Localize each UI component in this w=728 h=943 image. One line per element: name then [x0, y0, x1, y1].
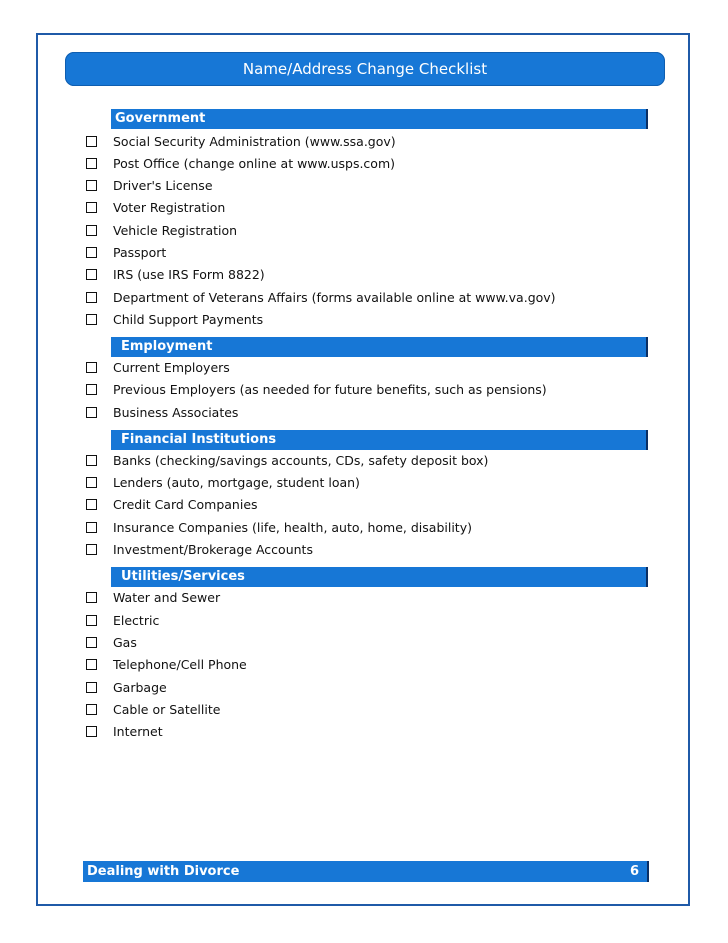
empty-square-icon[interactable]: [86, 180, 97, 191]
checklist-item[interactable]: Driver's License: [86, 176, 213, 196]
checklist-item[interactable]: Cable or Satellite: [86, 700, 220, 720]
empty-square-icon[interactable]: [86, 522, 97, 533]
section-header-utilities-services: [111, 567, 648, 587]
checklist-item[interactable]: Business Associates: [86, 403, 238, 423]
checklist-item[interactable]: Telephone/Cell Phone: [86, 655, 247, 675]
section-header-label: Financial Institutions: [121, 432, 277, 447]
checklist-item[interactable]: Gas: [86, 633, 137, 653]
checklist-item[interactable]: Post Office (change online at www.usps.com): [86, 154, 395, 174]
empty-square-icon[interactable]: [86, 615, 97, 626]
checklist-item[interactable]: Banks (checking/savings accounts, CDs, safety deposit box): [86, 451, 488, 471]
section-header-employment: [111, 337, 648, 357]
section-header-financial-institutions: [111, 430, 648, 450]
empty-square-icon[interactable]: [86, 384, 97, 395]
empty-square-icon[interactable]: [86, 158, 97, 169]
page-title: Name/Address Change Checklist: [65, 52, 665, 86]
checklist-item[interactable]: Previous Employers (as needed for future benefits, such as pensions): [86, 380, 547, 400]
checklist-item[interactable]: Credit Card Companies: [86, 495, 258, 515]
empty-square-icon[interactable]: [86, 659, 97, 670]
empty-square-icon[interactable]: [86, 704, 97, 715]
section-header-label: Utilities/Services: [121, 569, 245, 584]
footer-bar: [83, 861, 649, 882]
checklist-item[interactable]: Current Employers: [86, 358, 230, 378]
empty-square-icon[interactable]: [86, 455, 97, 466]
section-header-label: Employment: [121, 339, 213, 354]
empty-square-icon[interactable]: [86, 362, 97, 373]
empty-square-icon[interactable]: [86, 682, 97, 693]
page-number: 6: [629, 864, 639, 879]
checklist-item[interactable]: Passport: [86, 243, 166, 263]
empty-square-icon[interactable]: [86, 269, 97, 280]
empty-square-icon[interactable]: [86, 592, 97, 603]
checklist-item[interactable]: Electric: [86, 611, 159, 631]
checklist-item[interactable]: IRS (use IRS Form 8822): [86, 265, 265, 285]
section-header-government: [111, 109, 648, 129]
empty-square-icon[interactable]: [86, 637, 97, 648]
checklist-item[interactable]: Vehicle Registration: [86, 221, 237, 241]
empty-square-icon[interactable]: [86, 477, 97, 488]
empty-square-icon[interactable]: [86, 544, 97, 555]
empty-square-icon[interactable]: [86, 225, 97, 236]
empty-square-icon[interactable]: [86, 499, 97, 510]
checklist-item[interactable]: Department of Veterans Affairs (forms available online at www.va.gov): [86, 288, 556, 308]
checklist-item[interactable]: Water and Sewer: [86, 588, 220, 608]
checklist-item[interactable]: Insurance Companies (life, health, auto, home, disability): [86, 518, 472, 538]
footer-title: Dealing with Divorce: [87, 864, 240, 879]
checklist-item[interactable]: Social Security Administration (www.ssa.gov): [86, 132, 396, 152]
checklist-item[interactable]: Investment/Brokerage Accounts: [86, 540, 313, 560]
empty-square-icon[interactable]: [86, 136, 97, 147]
empty-square-icon[interactable]: [86, 202, 97, 213]
checklist-item[interactable]: Lenders (auto, mortgage, student loan): [86, 473, 360, 493]
empty-square-icon[interactable]: [86, 292, 97, 303]
checklist-item[interactable]: Voter Registration: [86, 198, 225, 218]
section-header-label: Government: [115, 111, 206, 126]
empty-square-icon[interactable]: [86, 407, 97, 418]
checklist-item[interactable]: Internet: [86, 722, 163, 742]
checklist-item[interactable]: Garbage: [86, 678, 167, 698]
empty-square-icon[interactable]: [86, 314, 97, 325]
empty-square-icon[interactable]: [86, 247, 97, 258]
empty-square-icon[interactable]: [86, 726, 97, 737]
checklist-item[interactable]: Child Support Payments: [86, 310, 263, 330]
